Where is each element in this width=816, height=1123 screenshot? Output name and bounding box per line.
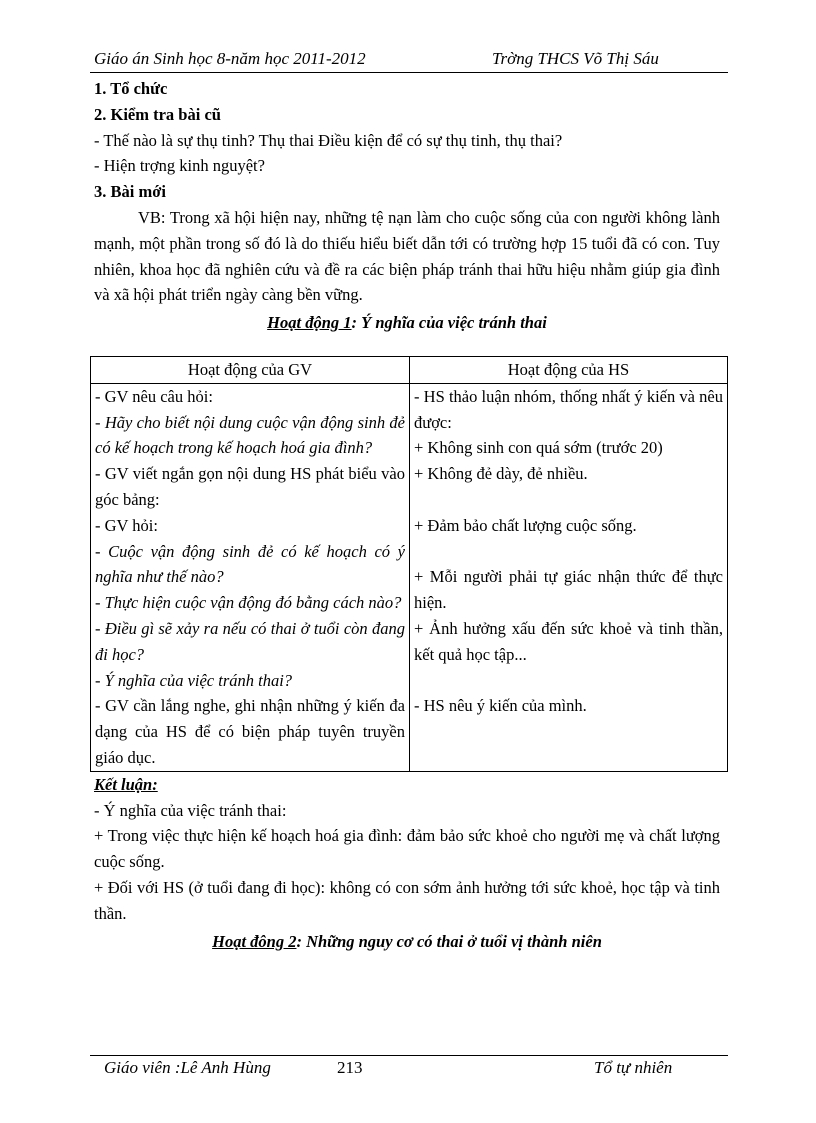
hs-line: + Đảm bảo chất lượng cuộc sống.	[414, 515, 637, 535]
footer-teacher: Giáo viên :Lê Anh Hùng	[104, 1058, 271, 1077]
conclusion-label: Kết luận:	[94, 774, 158, 794]
section-to-chuc: 1. Tổ chức	[94, 79, 168, 98]
hs-spacer	[414, 668, 723, 694]
hs-line: - HS thảo luận nhóm, thống nhất ý kiến và nêu được:	[414, 386, 723, 432]
activity-1-title: : Ý nghĩa của việc tránh thai	[351, 313, 547, 333]
intro-paragraph: VB: Trong xã hội hiện nay, những tệ nạn làm cho cuộc sống của con người không lành mạnh, một phần trong số đó là do thiếu hiểu biết dẫn tới có trường hợp 15 tuổi đã có con. Tuy nhiên, khoa học đã nghiên cứu và đề ra các biện pháp tránh thai hữu hiệu nhằm giúp gia đình và xã hội phát triển ngày càng bền vững.	[94, 207, 720, 305]
table-header-row	[91, 356, 728, 383]
gv-line: - Cuộc vận động sinh đẻ có kế hoạch có ý nghĩa như thế nào?	[95, 541, 405, 587]
document-body	[94, 76, 723, 954]
table-header-hs: Hoạt động của HS	[410, 356, 728, 383]
activity-2-label: Hoạt đông 2	[212, 931, 297, 951]
gv-cell	[91, 383, 410, 771]
gv-line: - GV nêu câu hỏi:	[95, 386, 213, 406]
gv-line: - GV hỏi:	[95, 515, 158, 535]
hs-line: + Không đẻ dày, đẻ nhiều.	[414, 464, 588, 484]
footer-rule	[90, 1055, 728, 1056]
conclusion-line: + Trong việc thực hiện kế hoạch hoá gia đình: đảm bảo sức khoẻ cho người mẹ và chất lượng cuộc sống.	[94, 826, 720, 872]
review-question-1: - Thế nào là sự thụ tinh? Thụ thai Điều kiện để có sự thụ tinh, thụ thai?	[94, 130, 563, 150]
hs-line: + Ảnh hưởng xấu đến sức khoẻ và tinh thần, kết quả học tập...	[414, 618, 723, 664]
activity-1-heading	[94, 310, 720, 336]
gv-line: - GV cần lắng nghe, ghi nhận những ý kiến đa dạng của HS để có biện pháp tuyên truyền giáo dục.	[95, 696, 405, 767]
hs-cell	[410, 383, 728, 771]
gv-line: - GV viết ngắn gọn nội dung HS phát biểu vào góc bảng:	[95, 464, 405, 509]
conclusion-line: - Ý nghĩa của việc tránh thai:	[94, 800, 287, 820]
footer-group: Tổ tự nhiên	[594, 1058, 673, 1077]
gv-line: - Ý nghĩa của việc tránh thai?	[95, 670, 293, 690]
hs-line: - HS nêu ý kiến của mình.	[414, 696, 587, 716]
review-question-2: - Hiện trợng kinh nguyệt?	[94, 156, 265, 176]
hs-spacer	[414, 487, 723, 513]
activity-2-title: : Những nguy cơ có thai ở tuổi vị thành niên	[296, 931, 602, 951]
section-bai-moi: 3. Bài mới	[94, 182, 166, 202]
table-header-gv: Hoạt động của GV	[91, 356, 410, 383]
hs-spacer	[414, 539, 723, 565]
header-right: Trờng THCS Võ Thị Sáu	[492, 49, 659, 68]
hs-line: + Mỗi người phải tự giác nhận thức để thực hiện.	[414, 567, 723, 613]
activity-2-heading	[94, 929, 720, 955]
gv-line: - Điều gì sẽ xảy ra nếu có thai ở tuổi còn đang đi học?	[95, 618, 405, 664]
table-row	[91, 383, 728, 771]
gv-line: - Hãy cho biết nội dung cuộc vận động sinh đẻ có kế hoạch trong kế hoạch hoá gia đình?	[95, 412, 405, 458]
header-left: Giáo án Sinh học 8-năm học 2011-2012	[94, 49, 366, 68]
conclusion-line: + Đối với HS (ở tuổi đang đi học): không có con sớm ảnh hưởng tới sức khoẻ, học tập và tinh thần.	[94, 877, 720, 923]
gv-line: - Thực hiện cuộc vận động đó bằng cách nào?	[95, 593, 402, 613]
activity-table	[90, 356, 728, 772]
hs-line: + Không sinh con quá sớm (trước 20)	[414, 438, 663, 458]
page-number: 213	[337, 1058, 363, 1077]
activity-1-label: Hoạt động 1	[267, 313, 352, 333]
header-rule	[90, 72, 728, 73]
section-kiem-tra: 2. Kiểm tra bài cũ	[94, 104, 221, 124]
